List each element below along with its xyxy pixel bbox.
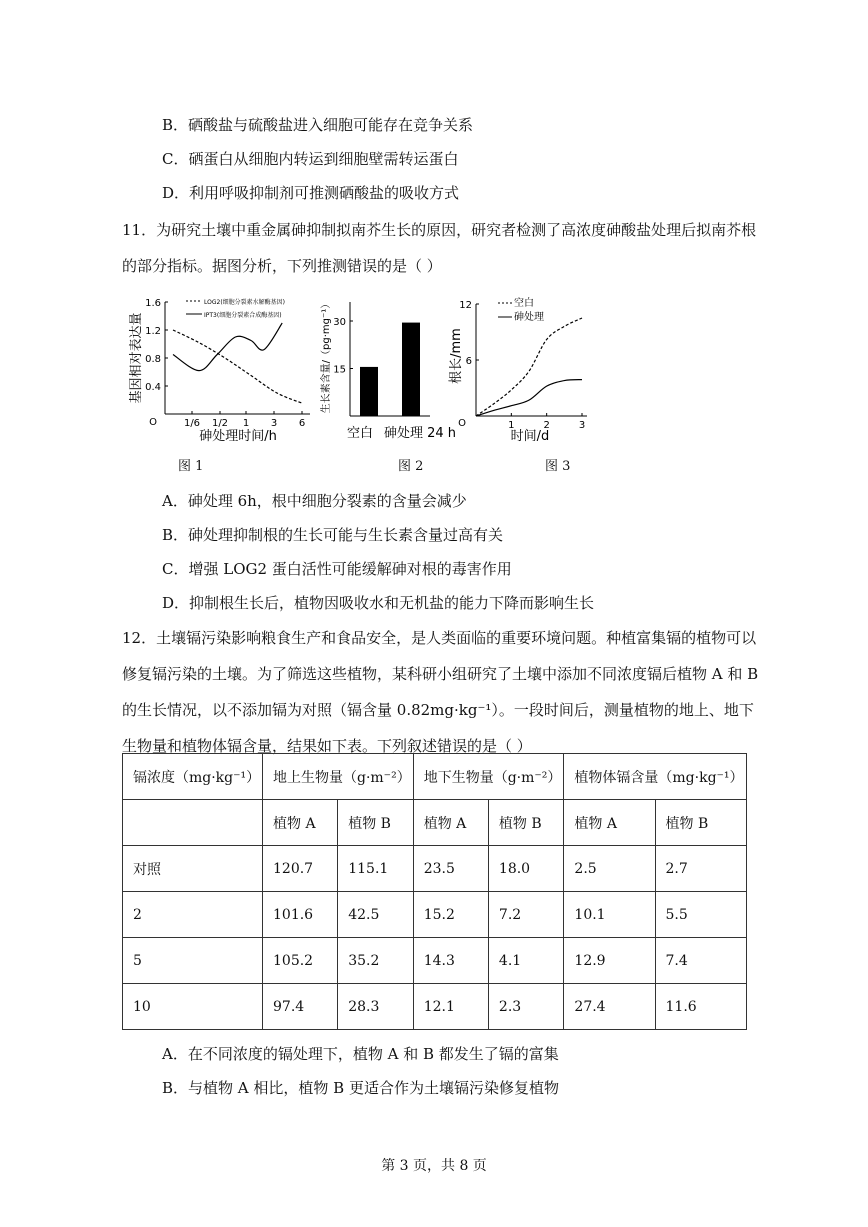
- table-header: 地上生物量（g·m⁻²）: [263, 754, 414, 800]
- y-axis-label: 生长素含量/（pg·mg⁻¹）: [321, 298, 332, 414]
- page-footer: 第 3 页，共 8 页: [381, 1158, 487, 1174]
- table-cell: 5: [123, 938, 263, 984]
- q12-option-a: A．在不同浓度的镉处理下，植物 A 和 B 都发生了镉的富集: [162, 1045, 559, 1063]
- table-subheader: 植物 A: [564, 800, 655, 846]
- table-cell: 18.0: [488, 846, 563, 892]
- q12-stem: 12．土壤镉污染影响粮食生产和食品安全，是人类面临的重要环境问题。种植富集镉的植物可以修复镉污染的土壤。为了筛选这些植物，某科研小组研究了土壤中添加不同浓度镉后植物 A 和 B 的生长情况，以不添加镉为对照（镉含量 0.82mg·kg⁻¹）。一段时间后，测量植物的地上、地下生物量和植物体镉含量，结果如下表。下列叙述错误的是（ ）: [122, 629, 759, 755]
- series-line-ipt3: [173, 323, 282, 371]
- y-tick-label: 30: [333, 317, 346, 328]
- x-tick-label: 1/6: [183, 418, 201, 429]
- bar-arsenic: [402, 323, 420, 416]
- table-subheader-row: [123, 800, 747, 846]
- y-tick-label: 0.8: [145, 354, 161, 365]
- table-cell: 7.4: [655, 938, 746, 984]
- bar-label-arsenic: 砷处理 24 h: [383, 426, 457, 441]
- y-tick-label: 0.4: [145, 382, 161, 393]
- table-header: 植物体镉含量（mg·kg⁻¹）: [564, 754, 747, 800]
- series-line-arsenic: [476, 380, 582, 416]
- table-subheader: 植物 B: [488, 800, 563, 846]
- q11-option-a: A．砷处理 6h，根中细胞分裂素的含量会减少: [162, 492, 467, 510]
- figure-2-caption: 图 2: [398, 459, 424, 474]
- table-cell: 14.3: [413, 938, 488, 984]
- table-cell: 35.2: [338, 938, 413, 984]
- table-cell: 97.4: [263, 984, 338, 1030]
- figure-3: [442, 292, 592, 442]
- y-tick-label: 1.2: [145, 326, 161, 337]
- table-subheader: 植物 A: [413, 800, 488, 846]
- q10-option-c: C．硒蛋白从细胞内转运到细胞壁需转运蛋白: [162, 150, 459, 168]
- table-cell: 120.7: [263, 846, 338, 892]
- table-cell: 2: [123, 892, 263, 938]
- table-subheader: 植物 A: [263, 800, 338, 846]
- table-header-row: [123, 754, 747, 800]
- table-row: [123, 846, 747, 892]
- figure-3-caption: 图 3: [545, 459, 571, 474]
- bar-label-control: 空白: [346, 426, 374, 441]
- table-cell: 28.3: [338, 984, 413, 1030]
- table-cell: 11.6: [655, 984, 746, 1030]
- table-row: [123, 984, 747, 1030]
- legend-label-control: 空白: [514, 298, 534, 309]
- q11-option-c: C．增强 LOG2 蛋白活性可能缓解砷对根的毒害作用: [162, 560, 512, 578]
- table-row: [123, 938, 747, 984]
- y-tick-label: 1.6: [145, 298, 161, 309]
- table-cell: 对照: [123, 846, 263, 892]
- x-tick-label: 1/2: [211, 418, 229, 429]
- table-cell: 10.1: [564, 892, 655, 938]
- table-cell: 115.1: [338, 846, 413, 892]
- table-cell: 5.5: [655, 892, 746, 938]
- table-cell: 23.5: [413, 846, 488, 892]
- q10-option-d: D．利用呼吸抑制剂可推测硒酸盐的吸收方式: [162, 184, 460, 202]
- table-cell: 10: [123, 984, 263, 1030]
- x-tick-label: 1: [242, 418, 250, 429]
- table-cell: 2.3: [488, 984, 563, 1030]
- figure-1-caption: 图 1: [178, 459, 204, 474]
- q11-option-d: D．抑制根生长后，植物因吸收水和无机盐的能力下降而影响生长: [162, 594, 595, 612]
- origin-label: O: [458, 418, 466, 429]
- table-subheader: 植物 B: [338, 800, 413, 846]
- legend-label-ipt3: IPT3(细胞分裂素合成酶基因): [204, 312, 282, 319]
- q11-option-b: B．砷处理抑制根的生长可能与生长素含量过高有关: [162, 526, 504, 544]
- table-row: [123, 892, 747, 938]
- y-tick-label: 6: [465, 356, 472, 367]
- legend-label-log2: LOG2(细胞分裂素水解酶基因): [204, 299, 286, 306]
- table-cell: 105.2: [263, 938, 338, 984]
- y-axis-label: 根长/mm: [449, 328, 464, 384]
- table-cell: 12.1: [413, 984, 488, 1030]
- q11-stem: 11．为研究土壤中重金属砷抑制拟南芥生长的原因，研究者检测了高浓度砷酸盐处理后拟南芥根的部分指标。据图分析，下列推测错误的是（ ）: [122, 221, 757, 275]
- x-tick-label: 2: [543, 420, 550, 431]
- table-cell: 2.7: [655, 846, 746, 892]
- table-cell: 12.9: [564, 938, 655, 984]
- y-tick-label: 12: [459, 300, 472, 311]
- table-cell: 7.2: [488, 892, 563, 938]
- legend-label-arsenic: 砷处理: [514, 312, 544, 323]
- origin-label: O: [149, 417, 157, 428]
- table-cell: 15.2: [413, 892, 488, 938]
- table-cell: 101.6: [263, 892, 338, 938]
- table-header: 镉浓度（mg·kg⁻¹）: [123, 754, 263, 800]
- table-cell: 42.5: [338, 892, 413, 938]
- y-tick-label: 15: [333, 364, 346, 376]
- x-tick-label: 3: [270, 418, 278, 429]
- cadmium-data-table: [122, 753, 747, 1030]
- x-axis-label: 砷处理时间/h: [199, 429, 277, 442]
- q10-option-b: B．硒酸盐与硫酸盐进入细胞可能存在竞争关系: [162, 116, 474, 134]
- x-axis-label: 时间/d: [510, 429, 550, 442]
- table-cell: 2.5: [564, 846, 655, 892]
- table-subheader: 植物 B: [655, 800, 746, 846]
- series-line-control: [476, 318, 582, 416]
- q12-option-b: B．与植物 A 相比，植物 B 更适合作为土壤镉污染修复植物: [162, 1079, 559, 1097]
- bar-control: [360, 367, 378, 416]
- x-tick-label: 3: [578, 420, 586, 431]
- table-cell: 4.1: [488, 938, 563, 984]
- y-axis-label: 基因相对表达量: [129, 312, 144, 404]
- table-cell: 27.4: [564, 984, 655, 1030]
- x-tick-label: 6: [298, 418, 306, 429]
- figure-1-chart: [110, 292, 320, 442]
- table-header: 地下生物量（g·m⁻²）: [413, 754, 564, 800]
- figure-3-chart: [442, 292, 592, 442]
- table-cell: [123, 800, 263, 846]
- x-tick-label: 1: [508, 420, 515, 431]
- series-line-log2: [173, 330, 303, 404]
- figure-1: [110, 292, 320, 442]
